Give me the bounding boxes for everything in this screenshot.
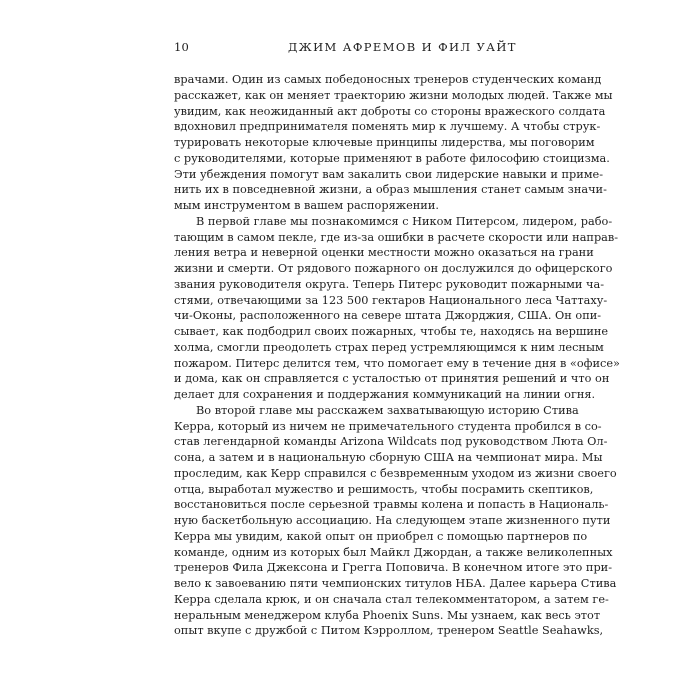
text-line: вдохновил предпринимателя поменять мир к лучшему. А чтобы струк- <box>174 120 601 134</box>
text-line: пожаром. Питерс делится тем, что помогает ему в течение дня в «офисе» <box>174 356 620 370</box>
text-line: турировать некоторые ключевые принципы лидерства, мы поговорим <box>174 136 595 149</box>
text-line: тающим в самом пекле, где из-за ошибки в расчете скорости или направ- <box>174 230 619 244</box>
text-line: В первой главе мы познакомимся с Ником Питерсом, лидером, рабо- <box>196 214 613 228</box>
text-line: мым инструментом в вашем распоряжении. <box>174 199 439 212</box>
text-line: с руководителями, которые применяют в работе философию стоицизма. <box>174 151 610 165</box>
text-line: расскажет, как он меняет траекторию жизни молодых людей. Также мы <box>174 88 613 102</box>
text-line: увидим, как неожиданный акт доброты со стороны вражеского солдата <box>174 104 606 118</box>
paragraph-1 <box>174 72 613 214</box>
text-line: вело к завоеванию пяти чемпионских титулов НБА. Далее карьера Стива <box>174 577 617 590</box>
text-line: Керра, который из ничем не примечательного студента пробился в со- <box>174 419 602 433</box>
text-line: Керра мы увидим, какой опыт он приобрел с помощью партнеров по <box>174 529 588 543</box>
text-line: ную баскетбольную ассоциацию. На следующем этапе жизненного пути <box>174 514 611 527</box>
text-line: неральным менеджером клуба Phoenix Suns. Мы узнаем, как весь этот <box>174 608 601 622</box>
paragraph-2 <box>174 214 620 403</box>
body-text <box>174 72 620 639</box>
page-number: 10 <box>174 40 190 54</box>
text-line: став легендарной команды Arizona Wildcats под руководством Люта Ол- <box>174 435 608 449</box>
text-line: восстановиться после серьезной травмы колена и попасть в Националь- <box>174 498 609 512</box>
text-line: сывает, как подбодрил своих пожарных, чтобы те, находясь на вершине <box>174 325 609 338</box>
text-line: ления ветра и неверной оценки местности можно оказаться на грани <box>174 246 594 260</box>
text-line: и дома, как он справляется с усталостью от принятия решений и что он <box>174 372 610 386</box>
running-head <box>174 40 526 58</box>
running-title: ДЖИМ АФРЕМОВ И ФИЛ УАЙТ <box>288 40 517 54</box>
text-line: Во второй главе мы расскажем захватывающую историю Стива <box>196 403 579 417</box>
text-line: чи-Оконы, расположенного на севере штата Джорджия, США. Он опи- <box>174 309 602 323</box>
text-line: делает для сохранения и поддержания коммуникаций на линии огня. <box>174 388 596 401</box>
text-line: отца, выработал мужество и решимость, чтобы посрамить скептиков, <box>174 482 594 496</box>
text-line: врачами. Один из самых победоносных тренеров студенческих команд <box>174 73 602 86</box>
text-line: тренеров Фила Джексона и Грегга Поповича. В конечном итоге это при- <box>174 561 613 575</box>
text-line: жизни и смерти. От рядового пожарного он дослужился до офицерского <box>174 262 613 275</box>
text-line: нить их в повседневной жизни, а образ мышления станет самым значи- <box>174 183 607 197</box>
text-line: звания руководителя округа. Теперь Питерс руководит пожарными ча- <box>174 277 605 291</box>
text-line: Керра сделала крюк, и он сначала стал телекомментатором, а затем ге- <box>174 592 609 606</box>
text-line: проследим, как Керр справился с безвременным уходом из жизни своего <box>174 466 617 480</box>
text-line: Эти убеждения помогут вам закалить свои лидерские навыки и приме- <box>174 167 604 181</box>
text-line: сона, а затем и в национальную сборную США на чемпионат мира. Мы <box>174 451 603 464</box>
text-line: стями, отвечающими за 123 500 гектаров Национального леса Чаттаху- <box>174 293 608 307</box>
text-line: холма, смогли преодолеть страх перед устремляющимся к ним лесным <box>174 340 604 354</box>
text-line: опыт вкупе с дружбой с Питом Кэрроллом, тренером Seattle Seahawks, <box>174 624 604 638</box>
text-line: команде, одним из которых был Майкл Джордан, а также великолепных <box>174 545 613 559</box>
paragraph-3 <box>174 403 617 639</box>
